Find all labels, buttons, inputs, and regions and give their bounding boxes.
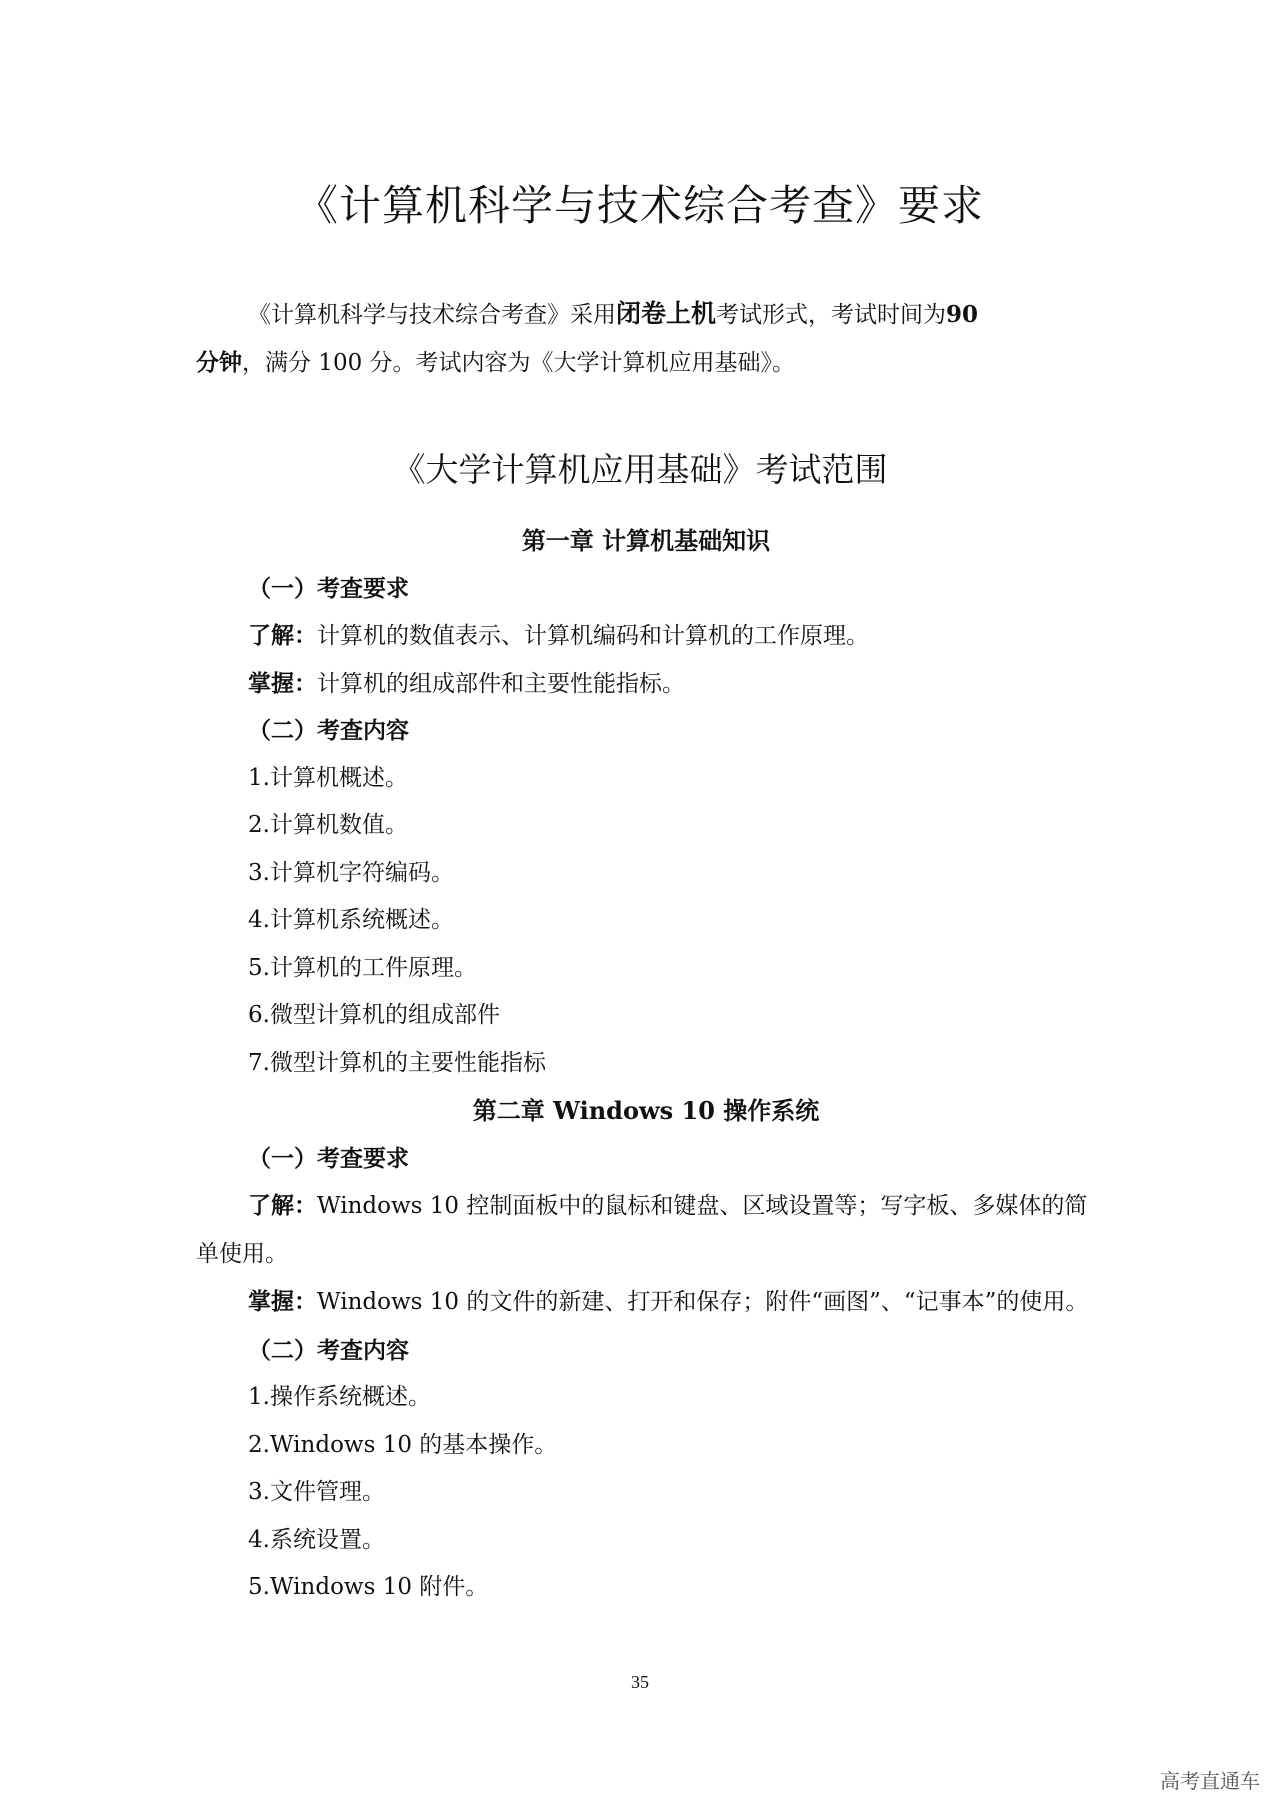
list-item: 5.Windows 10 附件。	[248, 1574, 489, 1600]
master-label: 掌握：	[248, 669, 317, 697]
exam-format-emphasis: 闭卷上机	[616, 299, 717, 328]
exam-scope-content	[196, 517, 1096, 1612]
chapter-1-master	[196, 660, 1096, 708]
page-number: 35	[631, 1672, 649, 1692]
understand-label: 了解：	[248, 622, 317, 649]
list-item: 6.微型计算机的组成部件	[248, 1002, 500, 1028]
list-item: 2.Windows 10 的基本操作。	[248, 1431, 558, 1458]
list-item: 3.文件管理。	[248, 1479, 385, 1505]
intro-text-3: ，满分 100 分。考试内容为《大学计算机应用基础》。	[242, 350, 796, 376]
watermark: 高考直通车	[1160, 1769, 1260, 1793]
list-item: 4.系统设置。	[248, 1526, 385, 1553]
list-item: 3.计算机字符编码。	[248, 859, 454, 886]
list-item: 1.计算机概述。	[248, 764, 408, 791]
chapter-1-requirements-heading: （一）考查要求	[248, 574, 409, 602]
list-item: 4.计算机系统概述。	[248, 907, 454, 933]
master-text: 计算机的组成部件和主要性能指标。	[317, 670, 685, 697]
understand-text: 计算机的数值表示、计算机编码和计算机的工作原理。	[317, 623, 869, 649]
list-item: 5.计算机的工件原理。	[248, 954, 477, 981]
list-item: 1.操作系统概述。	[248, 1384, 431, 1410]
chapter-2-content-heading: （二）考查内容	[248, 1336, 409, 1364]
chapter-1-understand	[196, 612, 1096, 660]
intro-paragraph	[196, 290, 1096, 387]
understand-text: Windows 10 控制面板中的鼠标和键盘、区域设置等；写字板、多媒体的简单使用。	[196, 1193, 1088, 1267]
intro-text-2: 考试形式，考试时间为	[716, 302, 947, 328]
list-item: 2.计算机数值。	[248, 812, 408, 838]
understand-label: 了解：	[248, 1192, 317, 1219]
exam-duration-value: 90	[946, 301, 979, 328]
document-title: 《计算机科学与技术综合考查》要求	[295, 181, 984, 230]
intro-text-1: 《计算机科学与技术综合考查》采用	[248, 302, 616, 328]
section-title: 《大学计算机应用基础》考试范围	[392, 450, 888, 489]
chapter-2-understand	[196, 1182, 1096, 1278]
list-item: 7.微型计算机的主要性能指标	[248, 1049, 546, 1076]
chapter-1-content-heading: （二）考查内容	[248, 717, 409, 744]
master-label: 掌握：	[248, 1288, 317, 1315]
chapter-2-master	[196, 1278, 1096, 1327]
chapter-1-title: 第一章 计算机基础知识	[521, 526, 771, 555]
chapter-2-requirements-heading: （一）考查要求	[248, 1144, 409, 1172]
exam-duration-unit: 分钟	[196, 349, 242, 376]
chapter-2-title: 第二章 Windows 10 操作系统	[472, 1096, 820, 1125]
master-text: Windows 10 的文件的新建、打开和保存；附件“画图”、“记事本”的使用。	[317, 1289, 1089, 1315]
